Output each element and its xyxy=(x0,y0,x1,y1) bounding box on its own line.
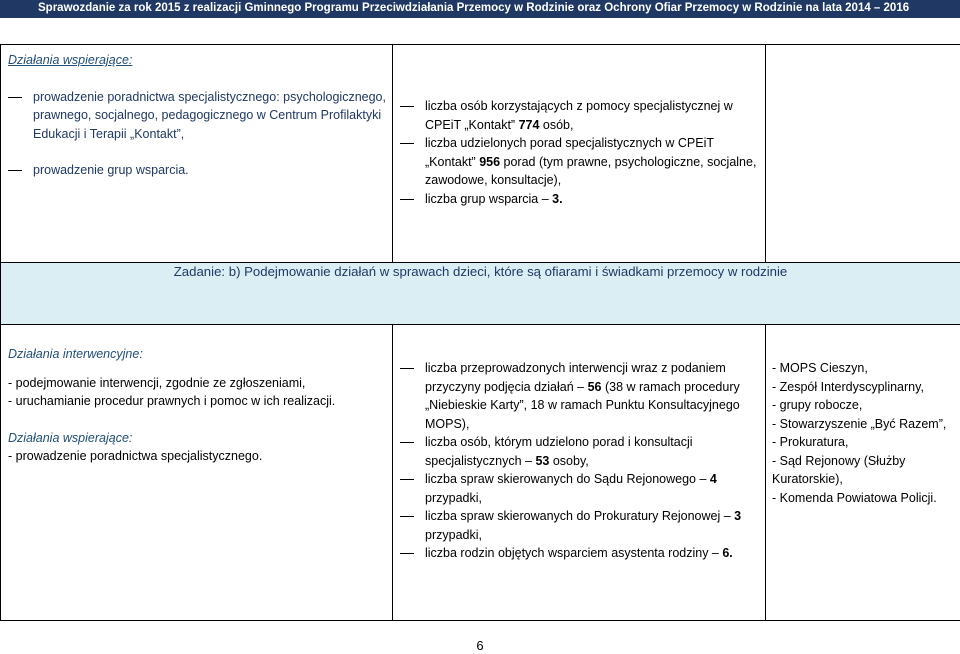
result-text: liczba udzielonych porad specjalistycznych w CPEiT „Kontakt” xyxy=(425,136,714,169)
section1-row xyxy=(1,45,960,263)
list-item: - uruchamianie procedur prawnych i pomoc w ich realizacji. xyxy=(8,394,336,408)
section1-results-list xyxy=(400,97,759,208)
result-text: (38 w ramach procedury „Niebieskie Karty”, 18 w ramach Punktu Konsultacyjnego MOPS), xyxy=(425,379,740,431)
list-item xyxy=(400,97,759,134)
task-title: Zadanie: b) Podejmowanie działań w sprawach dzieci, które są ofiarami i świadkami przemocy w rodzinie xyxy=(173,264,788,279)
section2-results-list xyxy=(400,359,759,563)
result-value: 3 xyxy=(734,509,742,523)
section1-actions-list xyxy=(8,88,386,180)
list-item xyxy=(400,544,759,563)
section1-actions-cell xyxy=(1,45,393,263)
list-item: prowadzenie grup wsparcia. xyxy=(8,161,386,180)
section2-results-cell xyxy=(393,325,766,621)
result-text: osoby, xyxy=(549,453,589,468)
report-table xyxy=(0,44,960,621)
list-item: - prowadzenie poradnictwa specjalistycznego. xyxy=(8,449,263,463)
list-item: - Prokuratura, xyxy=(772,435,849,449)
result-text: liczba spraw skierowanych do Sądu Rejonowego – xyxy=(425,472,710,486)
task-cell xyxy=(1,263,960,325)
intervention-list xyxy=(8,374,386,411)
result-text: liczba rodzin objętych wsparciem asystenta rodziny – xyxy=(425,546,723,560)
result-text: porad (tym prawne, psychologiczne, socjalne, zawodowe, konsultacje), xyxy=(425,154,757,187)
list-item xyxy=(400,190,759,209)
result-value: 53 xyxy=(535,453,550,468)
result-text: liczba osób korzystających z pomocy specjalistycznej w CPEiT „Kontakt” xyxy=(425,99,733,132)
intervention-label: Działania interwencyjne: xyxy=(8,347,143,361)
result-text: przypadki, xyxy=(425,490,482,505)
result-value: 774 xyxy=(518,117,540,132)
list-item xyxy=(400,359,759,433)
page-number: 6 xyxy=(476,638,484,653)
result-text: przypadki, xyxy=(425,527,482,542)
list-item: - Komenda Powiatowa Policji. xyxy=(772,490,937,505)
result-value: 6. xyxy=(722,546,733,560)
task-row xyxy=(1,263,960,325)
section2-row xyxy=(1,325,960,621)
list-item xyxy=(400,433,759,470)
result-text: liczba przeprowadzonych interwencji wraz z podaniem przyczyny podjęcia działań – xyxy=(425,361,726,394)
list-item: - Stowarzyszenie „Być Razem”, xyxy=(772,416,947,431)
section2-partners-cell xyxy=(766,325,960,621)
result-value: 56 xyxy=(587,379,602,394)
support-list xyxy=(8,447,386,466)
report-title: Sprawozdanie za rok 2015 z realizacji Gminnego Programu Przeciwdziałania Przemocy w Rodzinie oraz Ochrony Ofiar Przemocy w Rodzinie na lata 2014 – 2016 xyxy=(38,2,910,14)
result-value: 956 xyxy=(479,154,501,169)
result-text: liczba grup wsparcia – xyxy=(425,191,553,206)
section2-actions-cell xyxy=(1,325,393,621)
result-text: osób, xyxy=(539,117,574,132)
result-value: 3. xyxy=(552,191,563,206)
list-item xyxy=(400,470,759,507)
section1-support-label: Działania wspierające: xyxy=(8,53,133,67)
list-item: prowadzenie poradnictwa specjalistycznego: psychologicznego, prawnego, socjalnego, pedagogicznego w Centrum Profilaktyki Edukacji i Terapii „Kontakt”, xyxy=(8,88,386,144)
list-item xyxy=(400,507,759,544)
list-item: - Zespół Interdyscyplinarny, xyxy=(772,379,924,394)
result-text: liczba spraw skierowanych do Prokuratury Rejonowej – xyxy=(425,509,735,523)
list-item: - podejmowanie interwencji, zgodnie ze zgłoszeniami, xyxy=(8,375,306,390)
result-text: liczba osób, którym udzielono porad i konsultacji specjalistycznych – xyxy=(425,435,693,468)
list-item: - Sąd Rejonowy (Służby Kuratorskie), xyxy=(772,453,906,486)
section1-results-cell xyxy=(393,45,766,263)
partners-list xyxy=(772,359,954,507)
list-item: - MOPS Cieszyn, xyxy=(772,361,868,375)
list-item: - grupy robocze, xyxy=(772,398,863,412)
section1-partners-cell xyxy=(766,45,960,263)
result-value: 4 xyxy=(709,472,717,486)
report-header xyxy=(0,0,960,18)
list-item xyxy=(400,134,759,190)
support-label: Działania wspierające: xyxy=(8,430,133,445)
